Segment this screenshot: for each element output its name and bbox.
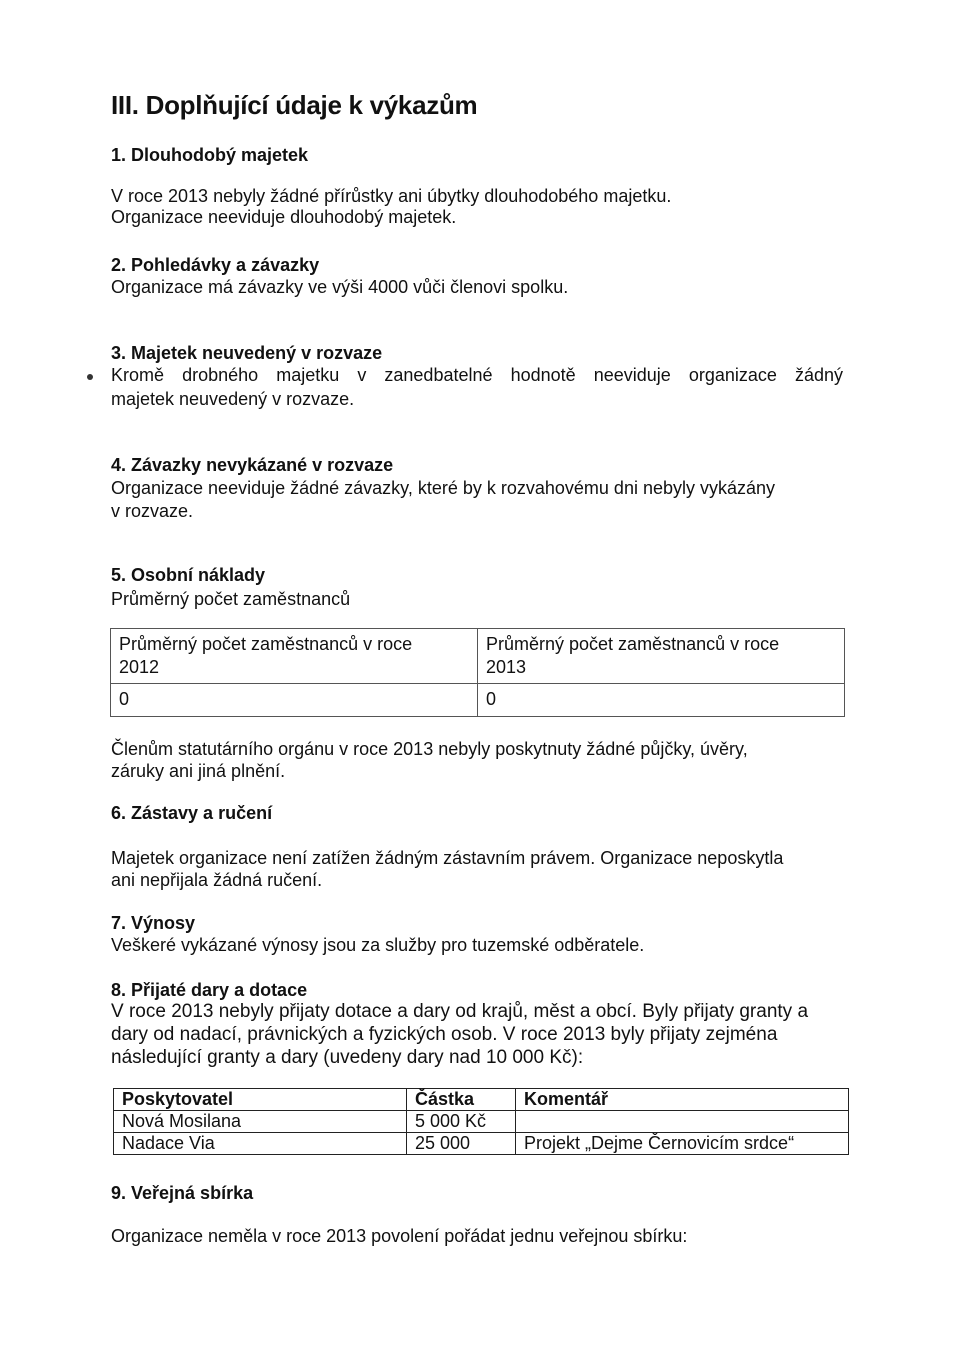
cell-provider: Nová Mosilana: [114, 1111, 407, 1133]
cell-provider: Nadace Via: [114, 1133, 407, 1155]
section-5-note-line: záruky ani jiná plnění.: [111, 761, 286, 781]
table-cell-2012-value: 0: [111, 684, 478, 717]
section-3-line: Kromě drobného majetku v zanedbatelné hodnotě neeviduje organizace žádný: [111, 365, 843, 385]
table-row: [111, 684, 845, 717]
section-2-heading: 2. Pohledávky a závazky: [111, 255, 320, 275]
section-7-heading: 7. Výnosy: [111, 913, 196, 933]
section-8-line: V roce 2013 nebyly přijaty dotace a dary od krajů, měst a obcí. Byly přijaty granty a: [111, 1001, 809, 1022]
employees-table: [110, 628, 845, 717]
section-8-heading: 8. Přijaté dary a dotace: [111, 980, 308, 1000]
section-8-line: dary od nadací, právnických a fyzických osob. V roce 2013 byly přijaty zejména: [111, 1024, 778, 1045]
cell-amount: 5 000 Kč: [407, 1111, 516, 1133]
section-5-subheading: Průměrný počet zaměstnanců: [111, 589, 351, 609]
section-1-line: V roce 2013 nebyly žádné přírůstky ani úbytky dlouhodobého majetku.: [111, 186, 672, 206]
section-5-heading: 5. Osobní náklady: [111, 565, 266, 585]
column-header-provider: Poskytovatel: [114, 1089, 407, 1111]
table-row: [114, 1111, 849, 1133]
section-1-line: Organizace neeviduje dlouhodobý majetek.: [111, 207, 457, 227]
section-9-line: Organizace neměla v roce 2013 povolení pořádat jednu veřejnou sbírku:: [111, 1226, 688, 1246]
table-row: [114, 1133, 849, 1155]
table-header-row: [111, 629, 845, 684]
section-7-line: Veškeré vykázané výnosy jsou za služby pro tuzemské odběratele.: [111, 935, 645, 955]
section-3-heading: 3. Majetek neuvedený v rozvaze: [111, 343, 383, 363]
table-cell-2013-value: 0: [478, 684, 845, 717]
section-8-line: následující granty a dary (uvedeny dary nad 10 000 Kč):: [111, 1047, 584, 1068]
cell-amount: 25 000: [407, 1133, 516, 1155]
column-header-amount: Částka: [407, 1089, 516, 1111]
section-5-note-line: Členům statutárního orgánu v roce 2013 nebyly poskytnuty žádné půjčky, úvěry,: [111, 739, 748, 759]
section-6-heading: 6. Zástavy a ručení: [111, 803, 273, 823]
section-4-line: Organizace neeviduje žádné závazky, které by k rozvahovému dni nebyly vykázány: [111, 478, 776, 498]
table-header-cell-2013: Průměrný počet zaměstnanců v roce 2013: [478, 629, 845, 684]
section-1-heading: 1. Dlouhodobý majetek: [111, 145, 309, 165]
section-4-heading: 4. Závazky nevykázané v rozvaze: [111, 455, 394, 475]
section-2-line: Organizace má závazky ve výši 4000 vůči členovi spolku.: [111, 277, 569, 297]
bullet-mark: [87, 374, 93, 380]
cell-comment: Projekt „Dejme Černovicím srdce“: [516, 1133, 849, 1155]
document-title: III. Doplňující údaje k výkazům: [111, 90, 478, 120]
section-9-heading: 9. Veřejná sbírka: [111, 1183, 254, 1203]
cell-comment: [516, 1111, 849, 1133]
grants-table: [113, 1088, 849, 1155]
section-3-line: majetek neuvedený v rozvaze.: [111, 389, 355, 409]
section-6-line: Majetek organizace není zatížen žádným zástavním právem. Organizace neposkytla: [111, 848, 784, 868]
column-header-comment: Komentář: [516, 1089, 849, 1111]
section-6-line: ani nepřijala žádná ručení.: [111, 870, 323, 890]
section-4-line: v rozvaze.: [111, 501, 194, 521]
grants-table-header: [114, 1089, 849, 1111]
table-header-cell-2012: Průměrný počet zaměstnanců v roce 2012: [111, 629, 478, 684]
